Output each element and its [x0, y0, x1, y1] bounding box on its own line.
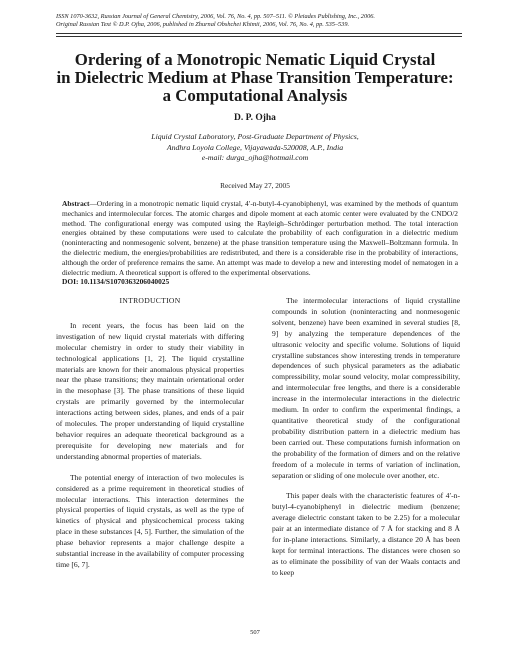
- title-line-2: in Dielectric Medium at Phase Transition Temperature:: [56, 68, 454, 87]
- affiliation: [0, 132, 510, 164]
- paper-title: [40, 51, 470, 105]
- author-name: D. P. Ojha: [234, 113, 276, 123]
- left-column: [56, 296, 244, 571]
- affiliation-line-1: Liquid Crystal Laboratory, Post-Graduate Department of Physics,: [151, 132, 359, 141]
- title-line-3: a Computational Analysis: [162, 86, 348, 105]
- paragraph: This paper deals with the characteristic features of 4′-n-butyl-4-cyanobiphenyl in dielectric medium (benzene; average dielectric constant taken to be 2.25) for a molecular pair at an intermediate distance of 7 Å for stacking and 8 Å for in-plane interactions. Similarly, a distance 20 Å has been kept for terminal interactions. The distances were chosen so as to eliminate the possibility of van der Waals contacts and to keep: [272, 491, 460, 577]
- journal-header-line-1: ISSN 1070-3632, Russian Journal of General Chemistry, 2006, Vol. 76, No. 4, pp. 507–511. © Pleiades Publishing, Inc., 2006.: [56, 13, 375, 20]
- page-number: 507: [250, 629, 260, 636]
- affiliation-line-2: Andhra Loyola College, Vijayawada-520008, A.P., India: [166, 142, 344, 152]
- journal-header-line-2: Original Russian Text © D.P. Ojha, 2006, published in Zhurnal Obshchei Khimii, 2006, Vol. 76, No. 4, pp. 535–539.: [56, 21, 350, 28]
- title-line-1: Ordering of a Monotropic Nematic Liquid Crystal: [74, 50, 436, 69]
- header-rule-bottom: [56, 36, 462, 37]
- abstract-text: —Ordering in a monotropic nematic liquid crystal, 4′-n-butyl-4-cyanobiphenyl, was examined by the methods of quantum mechanics and intermolecular forces. The atomic charges and dipole moment at each atomic center were evaluated by the CNDO/2 method. The configurational energy was computed using the Rayleigh–Schrödinger perturbation method. The total interaction energies obtained by these computations were used to calculate the probability of each configuration in a dielectric medium (noninteracting and nonmesogenic solvent, benzene) at the phase transition temperature using the Maxwell–Boltzmann formula. In the dielectric medium, the energies/probabilities are redistributed, and there is a considerable rise in the probability of interactions, although the order of preference remains the same. An attempt was made to develop a new and interesting model of nematogen in a dielectric medium. A theoretical support is offered to the experimental observations.: [62, 199, 458, 277]
- abstract-label: Abstract: [62, 199, 90, 208]
- section-heading-introduction: INTRODUCTION: [119, 296, 181, 305]
- received-date: Received May 27, 2005: [220, 181, 290, 190]
- paragraph: The intermolecular interactions of liquid crystalline compounds in solution (noninteracting and nonmesogenic solvent, benzene) have been examined in several studies [8, 9] by analyzing the temperature dependences of the ultrasonic velocity and specific volume. Solutions of liquid crystalline substances show interesting trends in temperature dependences of such physical parameters as the adiabatic compressibility, molar sound velocity, molar compressibility, and intermolecular free lengths, and there is a considerable increase in the intermolecular interactions in the dielectric medium. In order to confirm the experimental findings, a quantitative theoretical study of the configurational probability distribution pattern in a dielectric medium has been carried out. These computations furnish information on the probability of the formation of dimers and on the relative freedom of a molecule in terms of variation of inclination, separation or sliding of one molecule over another, etc.: [272, 296, 460, 480]
- abstract: [62, 199, 458, 287]
- header-rule-top: [56, 33, 462, 34]
- paragraph: The potential energy of interaction of two molecules is considered as a prime requirement in theoretical studies of molecular interactions. This interaction determines the physical properties of liquid crystals, as well as the type of kinetics of physical and physicochemical process taking place in these substances [4, 5]. Further, the simulation of the phase behavior represents a major challenge despite a substantial increase in the availability of computer processing time [6, 7].: [56, 472, 244, 569]
- author-email: e-mail: durga_ojha@hotmail.com: [201, 153, 309, 163]
- paragraph: In recent years, the focus has been laid on the investigation of new liquid crystal materials with differing molecular chemistry in order to study their viability in technological applications [1, 2]. The liquid crystalline materials are known for their anomalous physical properties near the phase transitions; they maintain orientational order in the mesophase [3]. The phase transitions of these liquid crystals are primarily governed by the intermolecular interactions acting between sides, planes, and ends of a pair of molecules. The proper understanding of liquid crystalline behavior requires an adequate theoretical background as a prerequisite for developing new materials and for understanding abnormal properties of materials.: [56, 320, 244, 461]
- doi: DOI: 10.1134/S1070363206040025: [62, 277, 170, 287]
- right-column: [272, 296, 460, 579]
